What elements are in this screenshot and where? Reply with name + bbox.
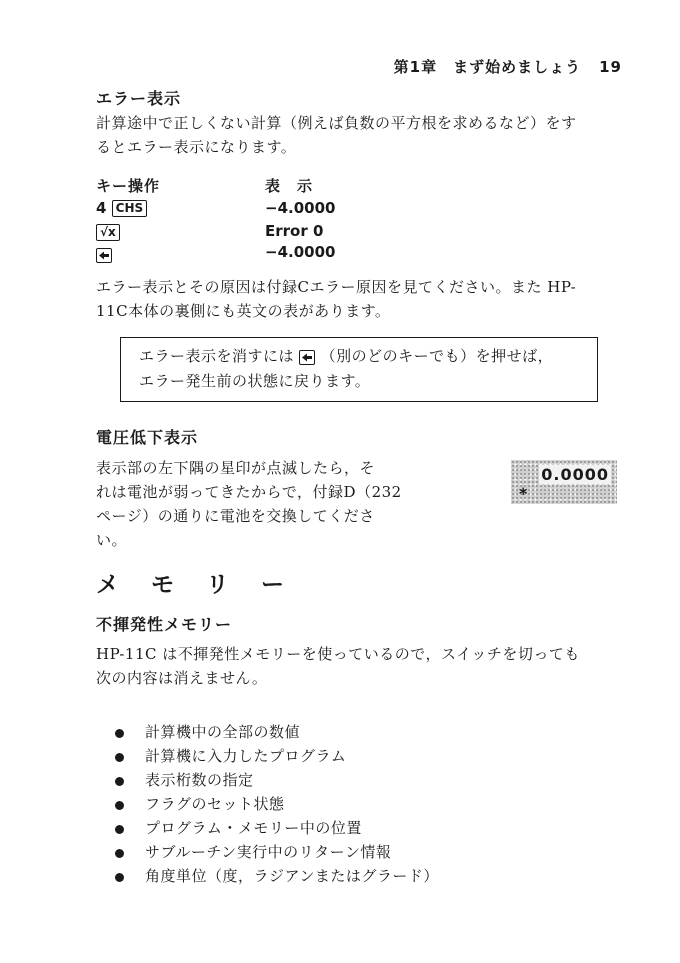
note-line-1 <box>139 344 553 369</box>
key-sequence-row-2 <box>96 222 120 241</box>
clear-error-note <box>139 344 553 394</box>
section-title-memory: メ モ リ ー <box>96 572 297 598</box>
back-arrow-icon <box>299 350 315 365</box>
error-intro-line-1: 計算途中で正しくない計算（例えば負数の平方根を求めるなど）をす <box>96 114 577 132</box>
note-line-1-start: エラー表示を消すには <box>139 347 295 365</box>
memory-line-1: HP-11C は不揮発性メモリーを使っているので，スイッチを切っても <box>96 645 580 663</box>
clear-error-note-box <box>120 337 598 402</box>
key-sequence-row-1 <box>96 199 147 217</box>
bullet-icon <box>115 753 124 762</box>
table-header-display: 表 示 <box>265 177 314 195</box>
page-number: 19 <box>599 58 622 76</box>
list-item: 角度単位（度，ラジアンまたはグラード） <box>145 867 439 885</box>
bullet-icon <box>115 777 124 786</box>
back-arrow-icon <box>96 248 112 263</box>
list-item: 表示桁数の指定 <box>145 771 254 789</box>
low-battery-star: * <box>519 484 528 503</box>
note-line-1-end: （別のどのキーでも）を押せば， <box>320 347 554 365</box>
bullet-icon <box>115 873 124 882</box>
display-row-3: −4.0000 <box>265 243 336 261</box>
sqrt-key: √x <box>96 224 120 241</box>
bullet-icon <box>115 729 124 738</box>
note-line-2: エラー発生前の状態に戻ります。 <box>139 372 371 390</box>
lcd-value: 0.0000 <box>541 465 609 484</box>
list-item: 計算機中の全部の数値 <box>145 723 301 741</box>
low-power-line-2: れは電池が弱ってきたからで，付録D（232 <box>96 483 402 501</box>
error-after-line-2: 11C本体の裏側にも英文の表があります。 <box>96 302 391 320</box>
running-header <box>394 56 622 77</box>
subsection-title-nonvolatile: 不揮発性メモリー <box>96 615 233 634</box>
display-row-1: −4.0000 <box>265 199 336 217</box>
display-row-2: Error 0 <box>265 222 324 240</box>
digit-four: 4 <box>96 199 107 217</box>
section-title-low-power: 電圧低下表示 <box>96 428 199 447</box>
chs-key: CHS <box>112 200 148 217</box>
list-item: フラグのセット状態 <box>145 795 285 813</box>
chapter-title: 第1章 まず始めましょう <box>393 58 582 76</box>
low-power-line-3: ページ）の通りに電池を交換してくださ <box>96 507 375 525</box>
list-item: サブルーチン実行中のリターン情報 <box>145 843 392 861</box>
lcd-display-illustration <box>511 460 617 504</box>
error-after-line-1: エラー表示とその原因は付録Cエラー原因を見てください。また HP- <box>96 278 577 296</box>
bullet-icon <box>115 801 124 810</box>
key-sequence-row-3 <box>96 245 112 264</box>
list-item: 計算機に入力したプログラム <box>145 747 347 765</box>
low-power-line-1: 表示部の左下隅の星印が点滅したら，そ <box>96 459 376 477</box>
list-item: プログラム・メモリー中の位置 <box>145 819 362 837</box>
bullet-icon <box>115 849 124 858</box>
bullet-icon <box>115 825 124 834</box>
low-power-line-4: い。 <box>96 531 128 549</box>
table-header-keys: キー操作 <box>96 177 161 195</box>
error-intro-line-2: るとエラー表示になります。 <box>96 138 297 156</box>
section-title-error: エラー表示 <box>96 89 182 108</box>
memory-line-2: 次の内容は消えません。 <box>96 669 268 687</box>
